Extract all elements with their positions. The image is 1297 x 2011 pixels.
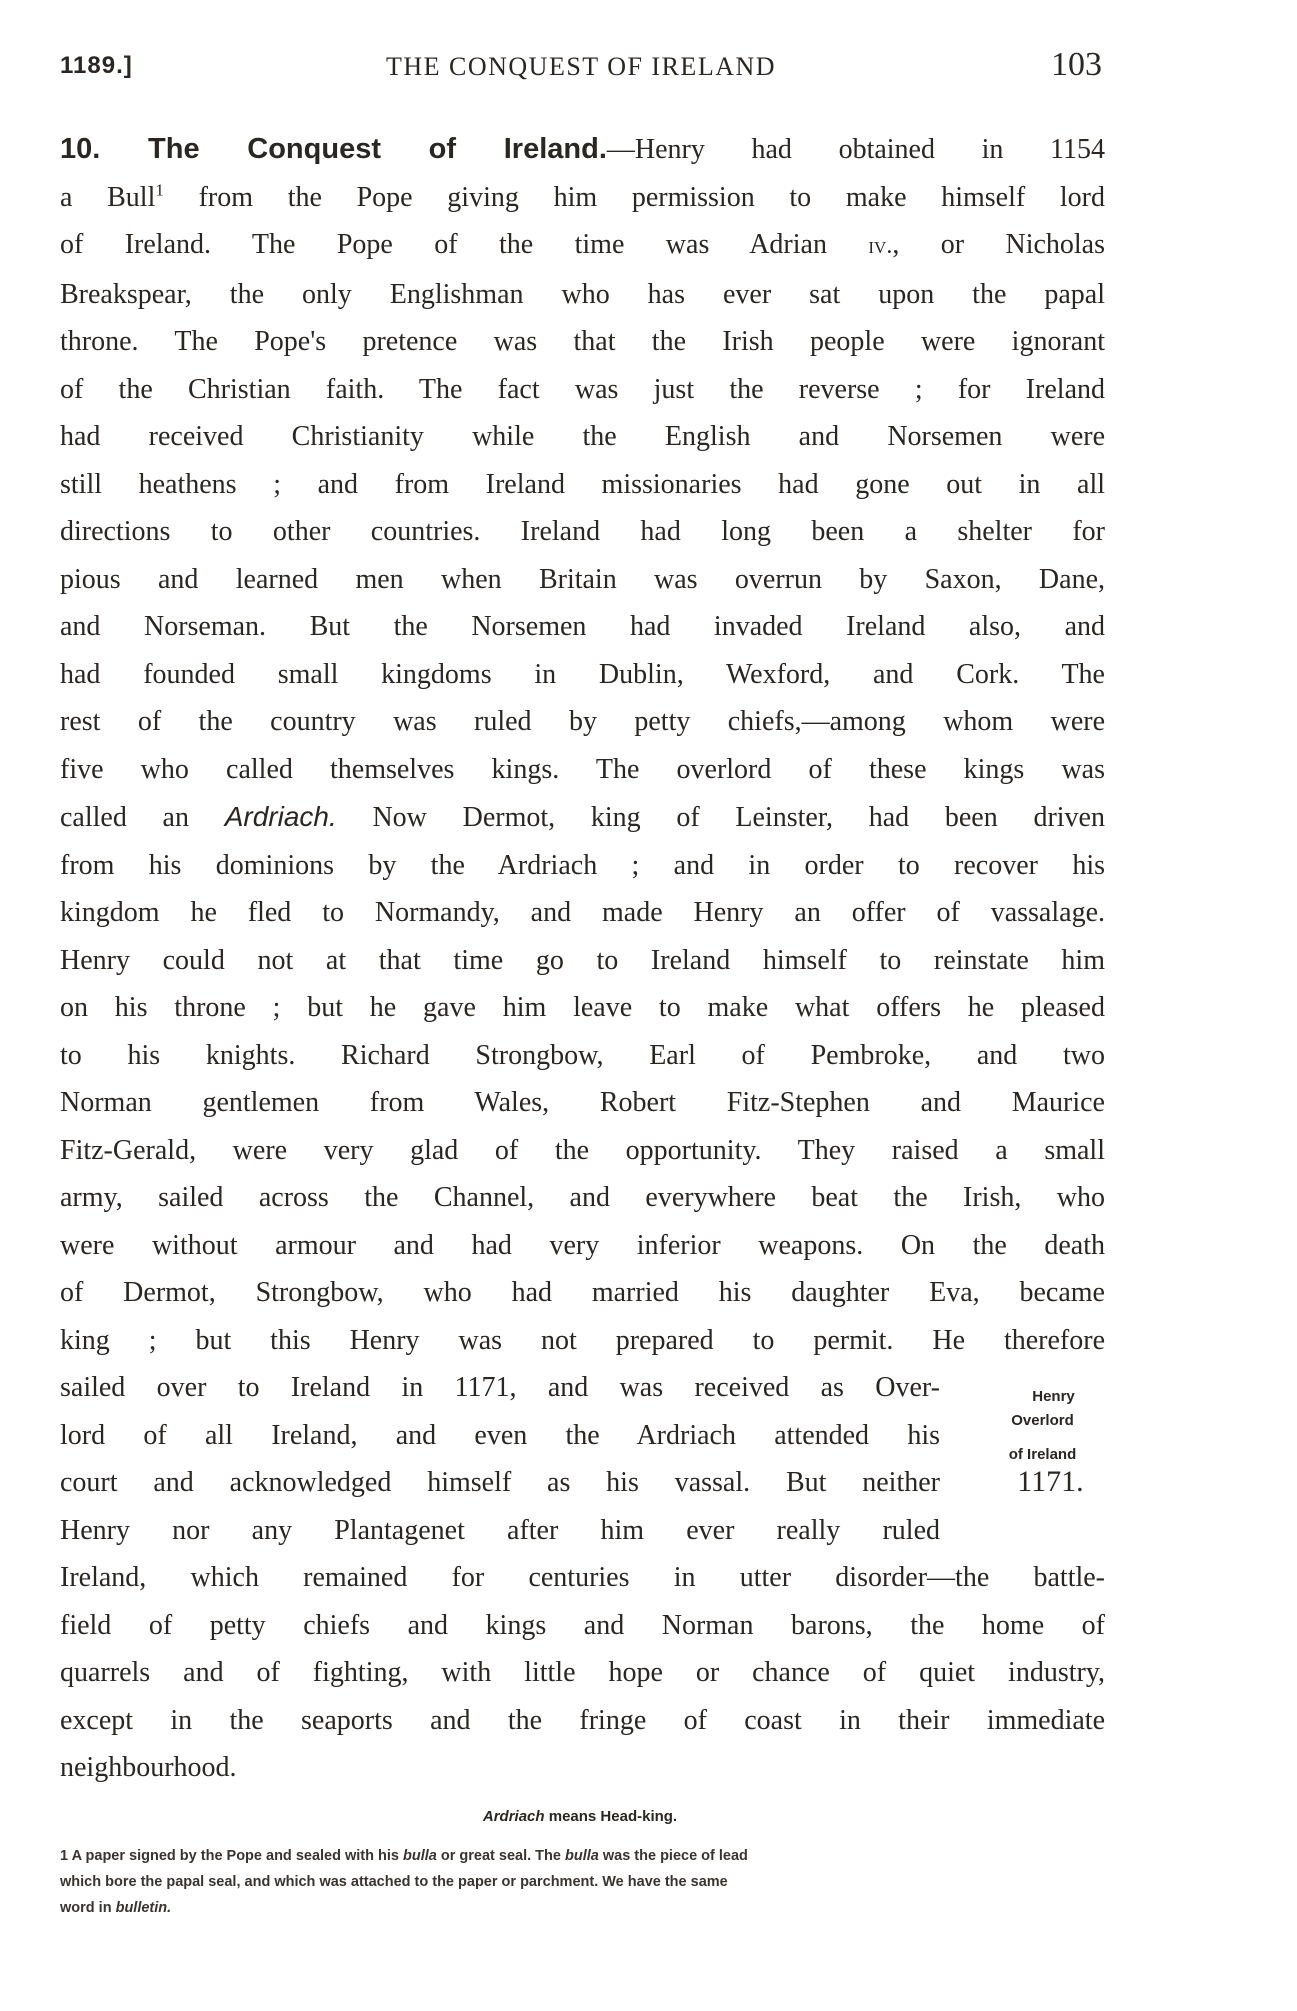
text-line: on his throne ; but he gave him leave to make what offers he pleased xyxy=(60,992,1105,1023)
text-line: to his knights. Richard Strongbow, Earl of Pembroke, and two xyxy=(60,1039,1105,1071)
margin-note-line: of Ireland xyxy=(1008,1446,1077,1463)
text-line: still heathens ; and from Ireland missionaries had gone out in all xyxy=(60,468,1105,500)
margin-note-line: Overlord xyxy=(1011,1412,1074,1429)
text-line: from his dominions by the Ardriach ; and in order to recover his xyxy=(60,849,1105,881)
italic-term: Ardriach. xyxy=(224,801,337,832)
text-line: quarrels and of fighting, with little hope or chance of quiet industry, xyxy=(60,1657,1105,1688)
running-header xyxy=(60,46,1102,90)
footnote-line: word in bulletin. xyxy=(60,1900,172,1916)
text-line: except in the seaports and the fringe of coast in their immediate xyxy=(60,1704,1105,1736)
text-line: had founded small kingdoms in Dublin, Wexford, and Cork. The xyxy=(60,658,1105,690)
text-line: and Norseman. But the Norsemen had invaded Ireland also, and xyxy=(60,611,1105,642)
text-line: pious and learned men when Britain was overrun by Saxon, Dane, xyxy=(60,563,1105,595)
footnote xyxy=(60,1843,1105,1921)
footnote-reference: 1 xyxy=(155,180,164,200)
text-line: Ireland, which remained for centuries in utter disorder—the battle- xyxy=(60,1562,1105,1593)
text-line: king ; but this Henry was not prepared to permit. He therefore xyxy=(60,1324,1105,1356)
text-line: neighbourhood. xyxy=(60,1752,237,1783)
text-line: court and acknowledged himself as his vassal. But neither xyxy=(60,1467,940,1498)
header-year: 1189.] xyxy=(60,52,133,79)
text-line: of Dermot, Strongbow, who had married his daughter Eva, became xyxy=(60,1277,1105,1308)
text-line: Henry could not at that time go to Ireland himself to reinstate him xyxy=(60,944,1105,976)
text-line: rest of the country was ruled by petty chiefs,—among whom were xyxy=(60,706,1105,737)
glossary-caption: Ardriach means Head-king. xyxy=(482,1808,678,1825)
text-line: Henry nor any Plantagenet after him ever really ruled xyxy=(60,1514,940,1546)
text-line: Norman gentlemen from Wales, Robert Fitz-Stephen and Maurice xyxy=(60,1087,1105,1118)
text-line: Fitz-Gerald, were very glad of the opportunity. They raised a small xyxy=(60,1134,1105,1166)
text-line: throne. The Pope's pretence was that the Irish people were ignorant xyxy=(60,326,1105,357)
text-line: lord of all Ireland, and even the Ardriach attended his xyxy=(60,1419,940,1451)
text-line: army, sailed across the Channel, and everywhere beat the Irish, who xyxy=(60,1182,1105,1213)
main-paragraph xyxy=(60,126,1105,1792)
footnote-number: 1 xyxy=(60,1848,69,1864)
footnote-line: 1 A paper signed by the Pope and sealed with his bulla or great seal. The bulla was the piece of lead xyxy=(60,1848,748,1864)
text-line: Breakspear, the only Englishman who has ever sat upon the papal xyxy=(60,278,1105,310)
margin-note-year: 1171. xyxy=(1017,1465,1084,1498)
footnote-line: which bore the papal seal, and which was attached to the paper or parchment. We have the same xyxy=(60,1874,728,1890)
text-line: 10. The Conquest of Ireland.—Henry had obtained in 1154 xyxy=(60,133,1105,165)
text-line: kingdom he fled to Normandy, and made Henry an offer of vassalage. xyxy=(60,897,1105,928)
text-line: of the Christian faith. The fact was just the reverse ; for Ireland xyxy=(60,373,1105,405)
text-line: directions to other countries. Ireland had long been a shelter for xyxy=(60,516,1105,547)
margin-note-line: Henry xyxy=(1032,1388,1075,1405)
section-heading: 10. The Conquest of Ireland. xyxy=(60,133,607,165)
text-line: sailed over to Ireland in 1171, and was received as Over- xyxy=(60,1372,940,1403)
text-line: called an Ardriach. Now Dermot, king of Leinster, had been driven xyxy=(60,801,1105,833)
text-line: were without armour and had very inferior weapons. On the death xyxy=(60,1229,1105,1261)
page-number: 103 xyxy=(1051,46,1102,83)
text-line: field of petty chiefs and kings and Norman barons, the home of xyxy=(60,1609,1105,1641)
text-line: had received Christianity while the English and Norsemen were xyxy=(60,421,1105,452)
text-line: five who called themselves kings. The overlord of these kings was xyxy=(60,753,1105,785)
margin-note xyxy=(980,1387,1105,1497)
header-title: THE CONQUEST OF IRELAND xyxy=(385,52,777,81)
text-line: of Ireland. The Pope of the time was Adrian iv., or Nicholas xyxy=(60,229,1106,260)
caption-term: Ardriach xyxy=(482,1808,545,1825)
text-line: a Bull$^1$ from the Pope giving him permission to make himself lord xyxy=(60,180,1106,213)
